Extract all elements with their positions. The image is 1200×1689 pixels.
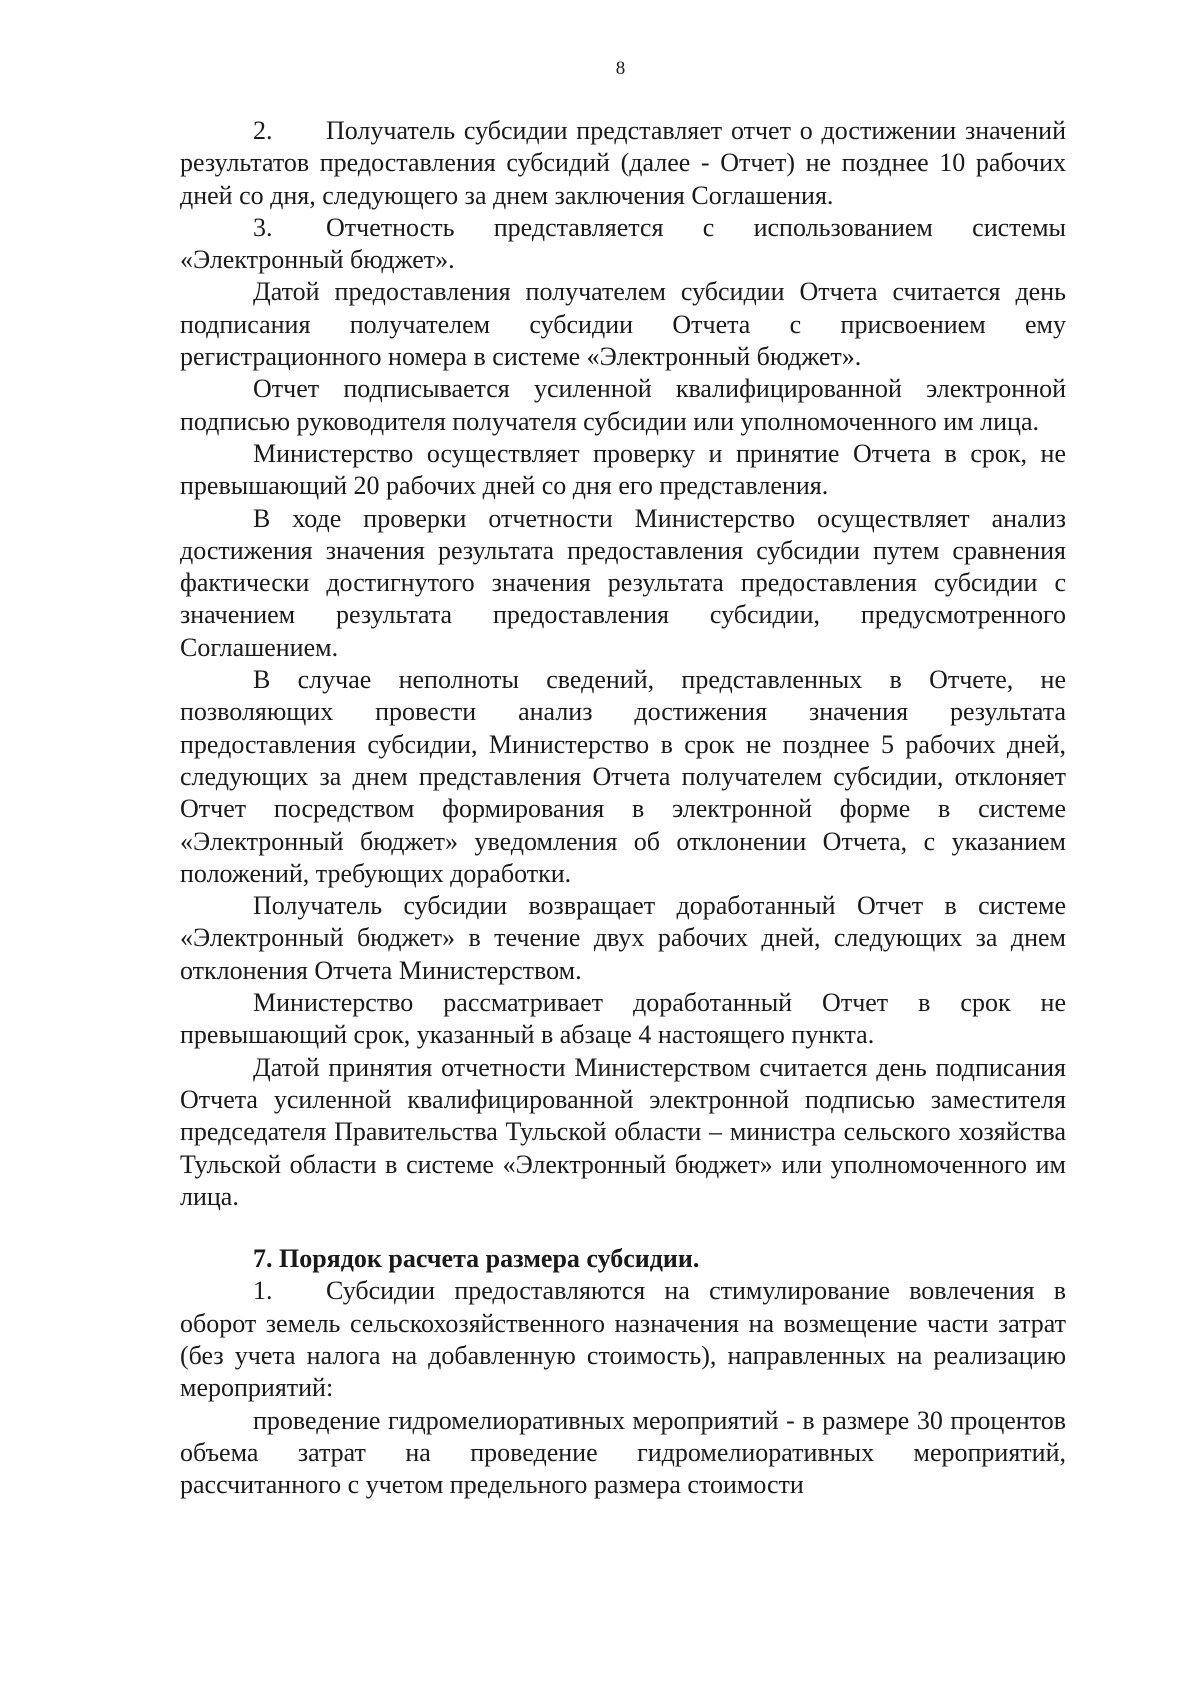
section-heading: 7. Порядок расчета размера субсидии. bbox=[253, 1244, 700, 1274]
paragraph: Получатель субсидии возвращает доработанный Отчет в системе «Электронный бюджет» в течение двух рабочих дней, следующих за днем отклонения Отчета Министерством. bbox=[180, 891, 1066, 985]
paragraph-text: Отчетность представляется с использованием системы «Электронный бюджет». bbox=[180, 212, 1066, 275]
paragraph-text: Получатель субсидии представляет отчет о достижении значений результатов предоставления субсидий (далее - Отчет) не позднее 10 рабочих дней со дня, следующего за днем заключения Соглашения. bbox=[180, 116, 1066, 210]
paragraph-text: Субсидии предоставляются на стимулирование вовлечения в оборот земель сельскохозяйственного назначения на возмещение части затрат (без учета налога на добавленную стоимость), направленных на реализацию мероприятий: bbox=[180, 1276, 1066, 1403]
paragraph bbox=[180, 115, 1066, 212]
document-body bbox=[180, 115, 1066, 1501]
paragraph: В ходе проверки отчетности Министерство осуществляет анализ достижения значения результата предоставления субсидии путем сравнения фактически достигнутого значения результата предоставления субсидии с значением результата предоставления субсидии, предусмотренного Соглашением. bbox=[180, 503, 1066, 662]
paragraph: проведение гидромелиоративных мероприятий - в размере 30 процентов объема затрат на проведение гидромелиоративных мероприятий, рассчитанного с учетом предельного размера стоимости bbox=[180, 1405, 1066, 1500]
page-number: 8 bbox=[615, 58, 626, 79]
item-number: 1. bbox=[253, 1276, 273, 1306]
item-number: 3. bbox=[253, 212, 273, 242]
paragraph: Отчет подписывается усиленной квалифицированной электронной подписью руководителя получателя субсидии или уполномоченного им лица. bbox=[180, 374, 1066, 436]
paragraph bbox=[180, 212, 1066, 277]
paragraph: Министерство осуществляет проверку и принятие Отчета в срок, не превышающий 20 рабочих дней со дня его представления. bbox=[180, 438, 1066, 501]
paragraph: Датой принятия отчетности Министерством считается день подписания Отчета усиленной квалифицированной электронной подписью заместителя председателя Правительства Тульской области – министра сельского хозяйства Тульской области в системе «Электронный бюджет» или уполномоченного им лица. bbox=[180, 1052, 1066, 1211]
paragraph: Министерство рассматривает доработанный Отчет в срок не превышающий срок, указанный в абзаце 4 настоящего пункта. bbox=[180, 988, 1066, 1050]
paragraph: В случае неполноты сведений, представленных в Отчете, не позволяющих провести анализ достижения значения результата предоставления субсидии, Министерство в срок не позднее 5 рабочих дней, следующих за днем представления Отчета получателем субсидии, отклоняет Отчет посредством формирования в электронной форме в системе «Электронный бюджет» уведомления об отклонении Отчета, с указанием положений, требующих доработки. bbox=[180, 665, 1066, 888]
paragraph: Датой предоставления получателем субсидии Отчета считается день подписания получателем субсидии Отчета с присвоением ему регистрационного номера в системе «Электронный бюджет». bbox=[180, 277, 1066, 372]
item-number: 2. bbox=[253, 116, 273, 145]
paragraph bbox=[180, 1275, 1066, 1404]
